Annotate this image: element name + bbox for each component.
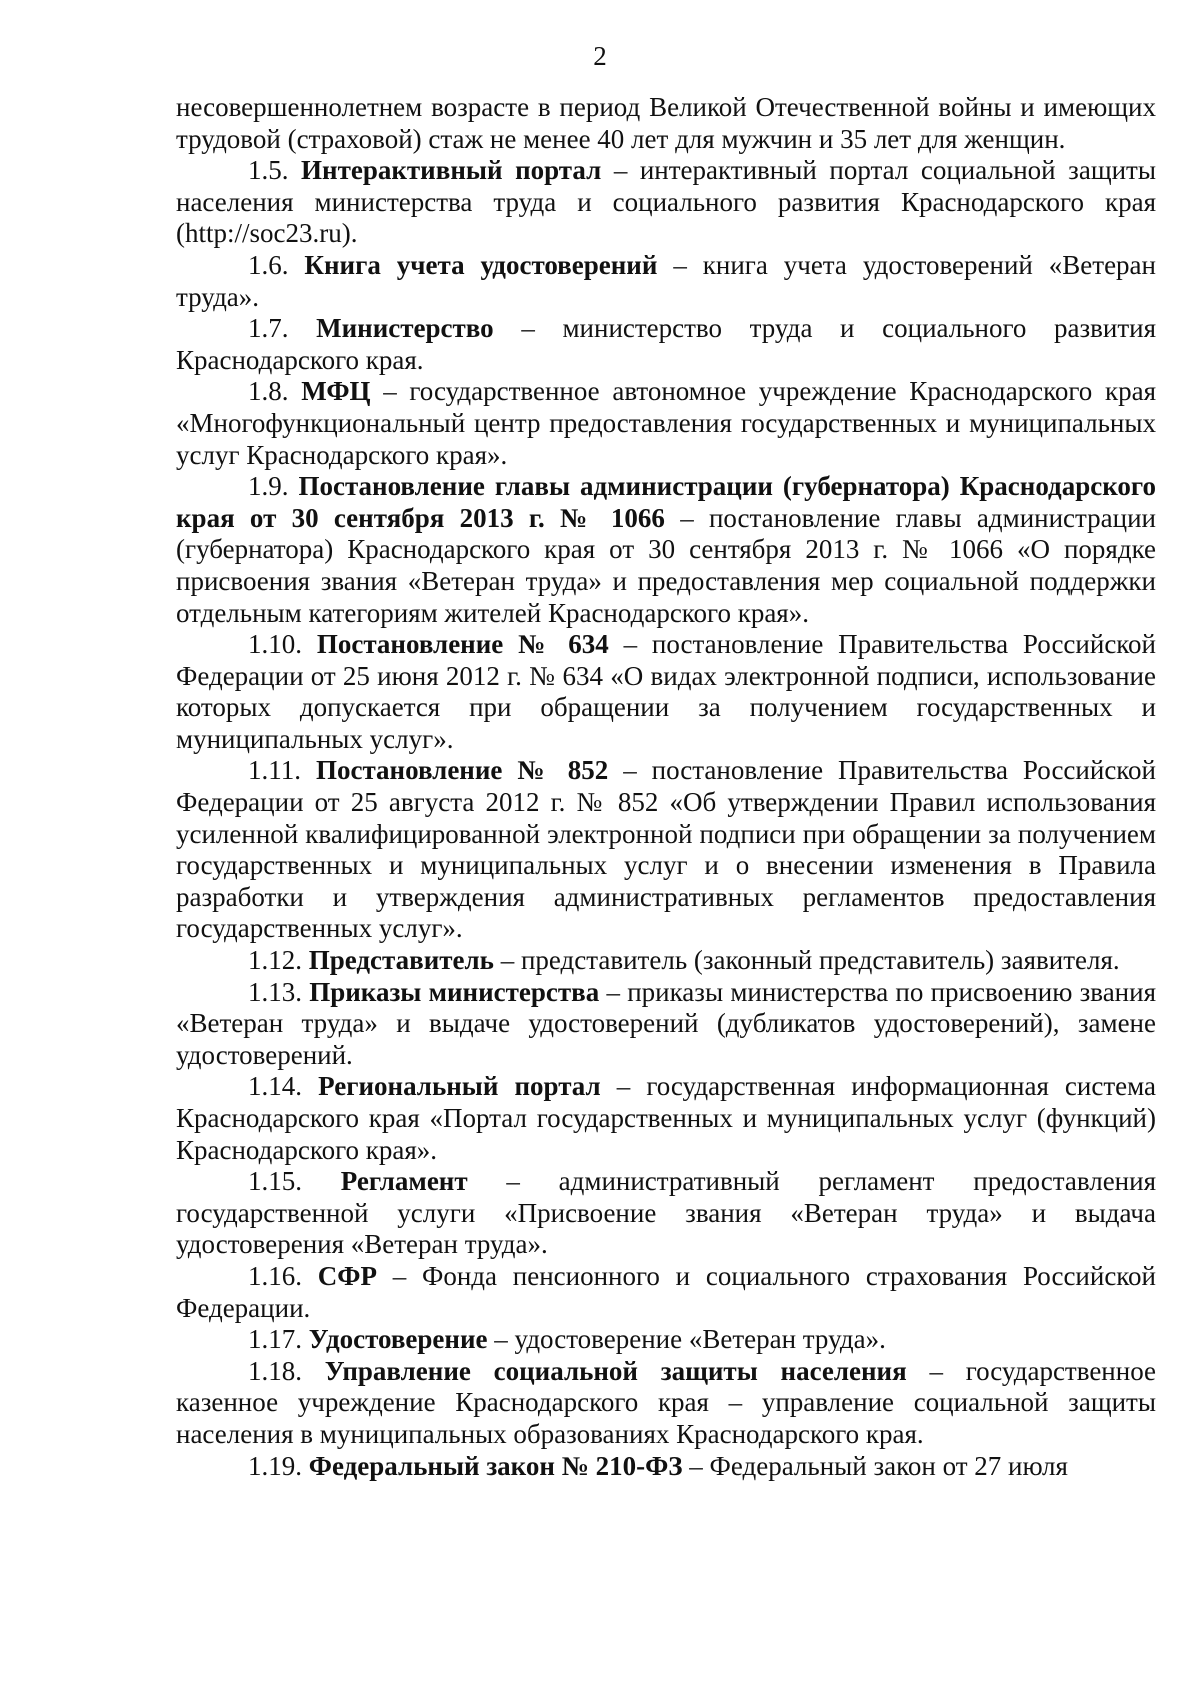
item-dash: – — [906, 1355, 966, 1386]
definition-1-14 — [176, 1071, 1156, 1166]
page-number: 2 — [593, 41, 607, 71]
item-number: 1.11. — [248, 755, 301, 786]
definition-1-12 — [176, 945, 1156, 977]
item-number: 1.10. — [248, 629, 302, 660]
item-dash: – — [493, 945, 521, 976]
item-number: 1.17. — [248, 1324, 302, 1355]
definition-1-18 — [176, 1356, 1156, 1451]
item-dash: – — [682, 1450, 710, 1481]
item-number: 1.8. — [248, 376, 289, 407]
item-dash: – — [600, 1071, 647, 1102]
definition-1-11 — [176, 755, 1156, 945]
item-number: 1.9. — [248, 471, 289, 502]
definition-1-7 — [176, 313, 1156, 376]
item-number: 1.15. — [248, 1166, 302, 1197]
item-number: 1.16. — [248, 1260, 302, 1291]
item-text: административный регламент предоставления государственной услуги «Присвоение звания «Ветеран труда» и выдача удостоверения «Ветеран труда». — [176, 1166, 1156, 1260]
definition-1-13 — [176, 977, 1156, 1072]
definition-1-19 — [176, 1451, 1156, 1483]
item-dash: – — [467, 1166, 559, 1197]
item-term: Постановление главы администрации (губернатора) Краснодарского края от 30 сентября 2013 г. № 1066 — [176, 471, 1157, 533]
item-dash: – — [608, 755, 652, 786]
item-term: МФЦ — [301, 376, 371, 407]
item-dash: – — [657, 249, 703, 280]
item-term: Управление социальной защиты населения — [324, 1355, 907, 1386]
item-text: государственное казенное учреждение Краснодарского края – управление социальной защиты населения в муниципальных образованиях Краснодарского края. — [176, 1355, 1157, 1449]
item-term: Постановление № 852 — [315, 755, 609, 786]
item-number: 1.19. — [248, 1450, 302, 1481]
definition-1-6 — [176, 250, 1156, 313]
definition-1-8 — [176, 376, 1156, 471]
item-text: представитель (законный представитель) заявителя. — [520, 945, 1120, 976]
item-term: Интерактивный портал — [301, 155, 602, 186]
definition-1-9 — [176, 471, 1156, 629]
item-dash: – — [376, 1260, 423, 1291]
item-text: Федеральный закон от 27 июля — [709, 1450, 1068, 1481]
item-number: 1.18. — [248, 1355, 302, 1386]
definition-1-17 — [176, 1324, 1156, 1356]
item-term: Представитель — [308, 945, 494, 976]
item-text: книга учета удостоверений «Ветеран труда». — [176, 249, 1156, 312]
item-dash: – — [599, 976, 628, 1007]
definition-1-16 — [176, 1261, 1156, 1324]
item-number: 1.14. — [248, 1071, 302, 1102]
item-dash: – — [493, 313, 563, 344]
item-text: государственная информационная система Краснодарского края «Портал государственных и муниципальных услуг (функций) Краснодарского края». — [176, 1071, 1157, 1165]
item-text: постановление Правительства Российской Федерации от 25 августа 2012 г. № 852 «Об утверждении Правил использования усиленной квалифицированной электронной подписи при обращении за получением государственных и муниципальных услуг и о внесении изменения в Правила разработки и утверждения административных регламентов предоставления государственных услуг». — [176, 755, 1156, 944]
item-text: приказы министерства по присвоению звания «Ветеран труда» и выдаче удостоверений (дубликатов удостоверений), замене удостоверений. — [176, 976, 1156, 1070]
document-body — [176, 92, 1156, 1482]
item-term: Регламент — [340, 1166, 468, 1197]
definition-1-15 — [176, 1166, 1156, 1261]
item-number: 1.7. — [248, 313, 289, 344]
item-text: государственное автономное учреждение Краснодарского края «Многофункциональный центр предоставления государственных и муниципальных услуг Краснодарского края». — [176, 376, 1157, 470]
item-term: Федеральный закон № 210-ФЗ — [308, 1450, 683, 1481]
item-term: Книга учета удостоверений — [304, 249, 658, 280]
item-term: Постановление № 634 — [316, 629, 609, 660]
item-term: Приказы министерства — [309, 976, 600, 1007]
definition-1-10 — [176, 629, 1156, 755]
item-number: 1.6. — [248, 249, 289, 280]
item-dash: – — [370, 376, 410, 407]
item-number: 1.12. — [248, 945, 302, 976]
item-text: постановление главы администрации (губернатора) Краснодарского края от 30 сентября 2013 г. № 1066 «О порядке присвоения звания «Ветеран труда» и предоставления мер социальной поддержки отдельным категориям жителей Краснодарского края». — [176, 502, 1156, 628]
item-text: Фонда пенсионного и социального страхования Российской Федерации. — [176, 1260, 1157, 1323]
item-text: интерактивный портал социальной защиты населения министерства труда и социального развития Краснодарского края (http://soc23.ru). — [176, 155, 1156, 249]
intro-paragraph: несовершеннолетнем возрасте в период Великой Отечественной войны и имеющих трудовой (страховой) стаж не менее 40 лет для мужчин и 35 лет для женщин. — [176, 92, 1156, 154]
item-dash: – — [664, 502, 709, 533]
item-text: удостоверение «Ветеран труда». — [514, 1324, 886, 1355]
item-number: 1.5. — [248, 155, 289, 186]
item-dash: – — [487, 1324, 515, 1355]
item-number: 1.13. — [248, 976, 302, 1007]
item-term: СФР — [317, 1260, 377, 1291]
definition-1-5 — [176, 155, 1156, 250]
item-text: постановление Правительства Российской Федерации от 25 июня 2012 г. № 634 «О видах электронной подписи, использование которых допускается при обращении за получением государственных и муниципальных услуг». — [176, 629, 1156, 754]
item-term: Министерство — [316, 313, 494, 344]
item-dash: – — [608, 629, 652, 660]
item-text: министерство труда и социального развития Краснодарского края. — [176, 313, 1157, 375]
item-term: Удостоверение — [308, 1324, 488, 1355]
item-term: Региональный портал — [318, 1071, 601, 1102]
item-dash: – — [601, 155, 640, 186]
